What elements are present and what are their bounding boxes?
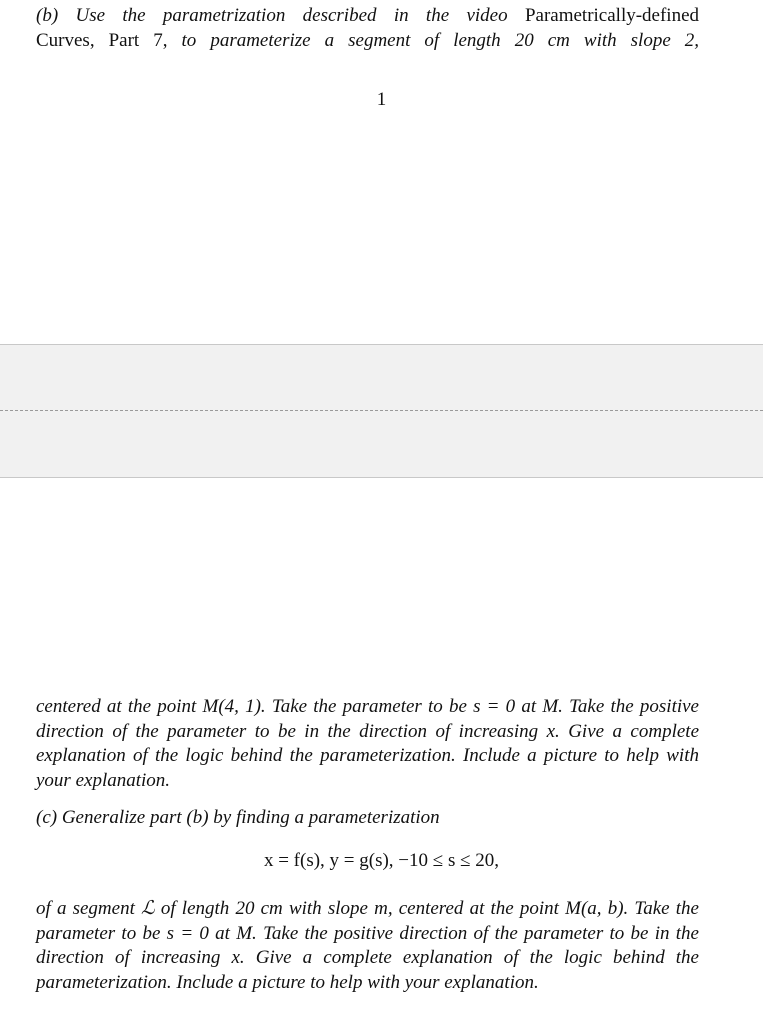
page-number: 1 [376, 89, 387, 110]
part-b-label: (b) [36, 5, 59, 26]
page-break-separator [0, 344, 763, 478]
video-title-part-1: Parametrically-defined [524, 5, 700, 26]
part-b-line-1 [36, 4, 699, 29]
part-b-continued: centered at the point M(4, 1). Take the parameter to be s = 0 at M. Take the positive direction of the parameter to be in the direction of increasing x. Give a complete explanation of the logic behind the parameterization. Include a picture to help with your explanation. [36, 696, 699, 791]
part-c-body: of a segment ℒ of length 20 cm with slope m, centered at the point M(a, b). Take the parameter to be s = 0 at M. Take the positive direction of the parameter to be in the direction of increasing x. Give a complete explanation of the logic behind the parameterization. Include a picture to help with your explanation. [36, 898, 699, 993]
parameterization-formula: x = f(s), y = g(s), −10 ≤ s ≤ 20, [263, 850, 500, 871]
part-b-line-2 [36, 29, 699, 54]
video-title-part-2: Curves, Part 7, [36, 30, 168, 51]
part-c-intro: (c) Generalize part (b) by finding a parameterization [36, 807, 440, 828]
part-b-intro: Use the parametrization described in the video [75, 5, 508, 26]
dashed-divider [0, 410, 763, 411]
part-b-line-2-text: to parameterize a segment of length 20 cm with slope 2, [181, 30, 700, 51]
